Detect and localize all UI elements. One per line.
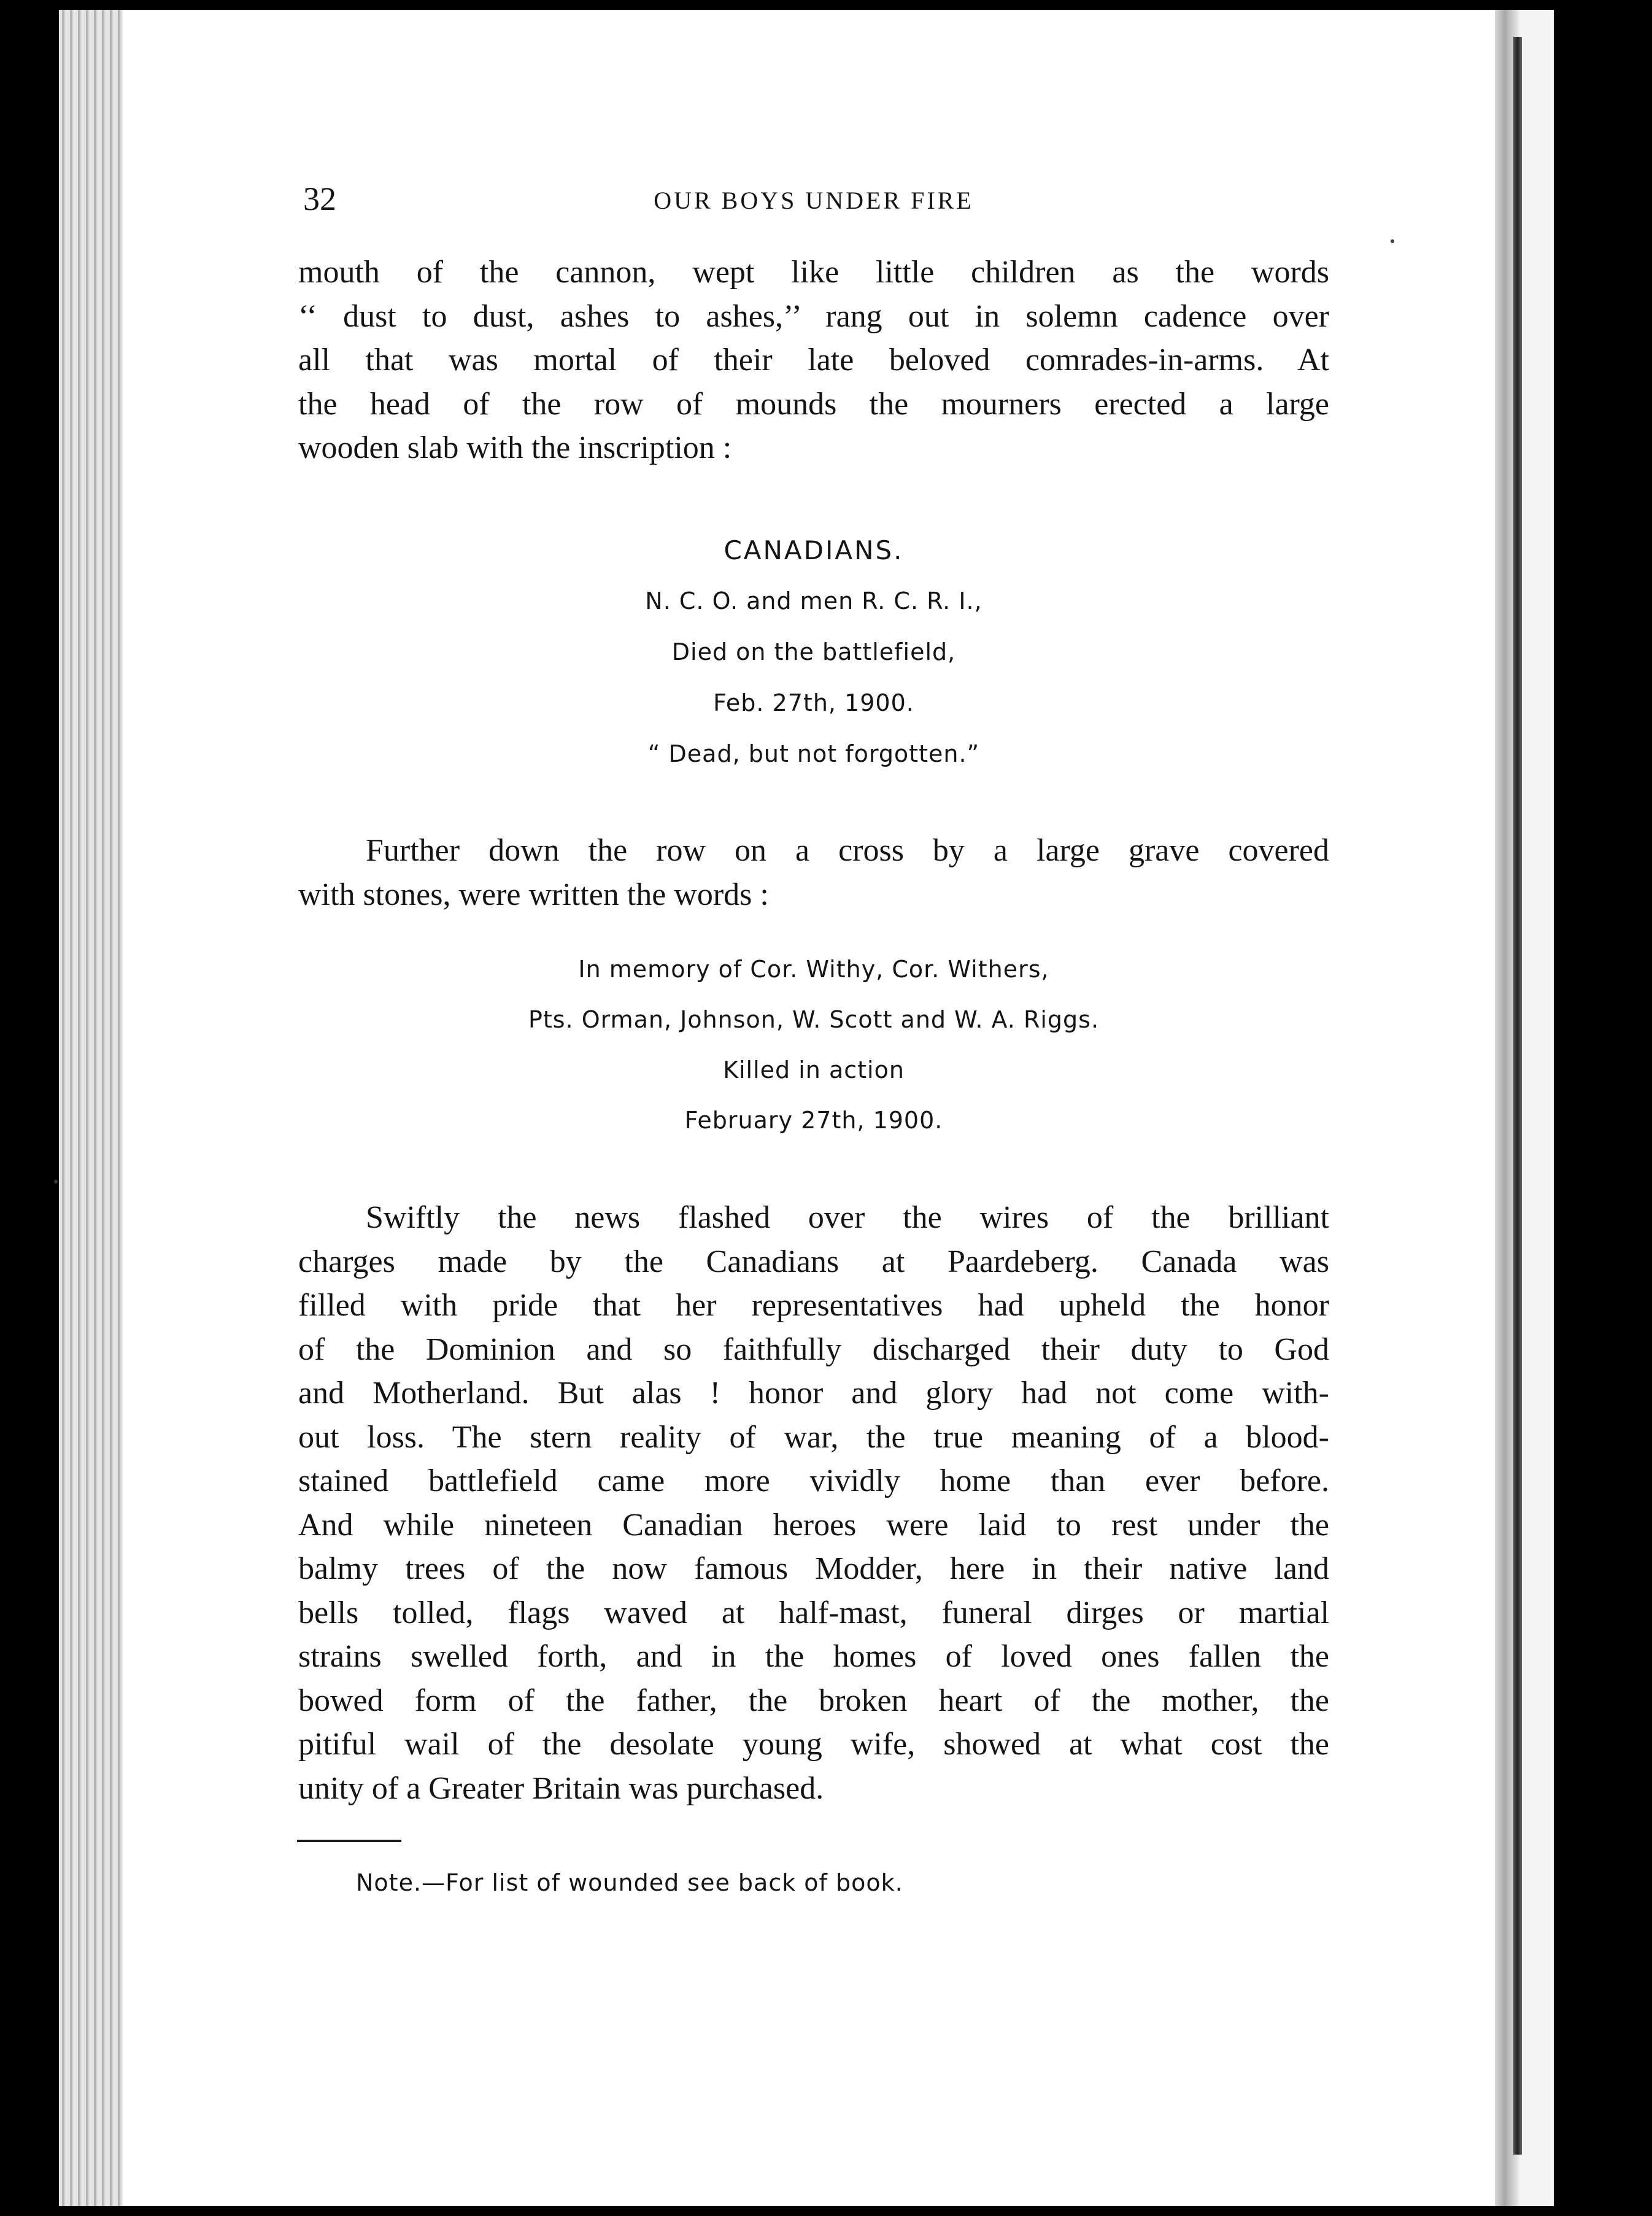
scan-speck <box>1391 239 1394 243</box>
text-line: wooden slab with the inscription : <box>298 430 732 465</box>
text-line: bells tolled, flags waved at half-mast, funeral dirges or martial <box>298 1595 1329 1630</box>
text-line: all that was mortal of their late beloved comrades-in-arms. At <box>298 343 1329 378</box>
inscription-line: N. C. O. and men R. C. R. I., <box>645 587 982 614</box>
text-line: Further down the row on a cross by a large grave covered <box>366 833 1329 868</box>
text-line: unity of a Greater Britain was purchased. <box>298 1770 824 1806</box>
text-line: filled with pride that her representatives had upheld the honor <box>298 1288 1329 1323</box>
page-number: 32 <box>303 180 336 217</box>
inscription-canadians <box>298 525 1329 780</box>
inscription-line: CANADIANS. <box>724 535 904 565</box>
footnote-rule <box>297 1840 401 1842</box>
text-line: bowed form of the father, the broken heart of the mother, the <box>298 1683 1329 1718</box>
running-head <box>298 175 1329 230</box>
scan-speck <box>54 1180 58 1184</box>
inscription-memorial <box>298 944 1329 1145</box>
text-line: the head of the row of mounds the mourners erected a large <box>298 386 1329 422</box>
inscription-line: In memory of Cor. Withy, Cor. Withers, <box>578 956 1049 983</box>
text-line: of the Dominion and so faithfully discharged their duty to God <box>298 1331 1329 1367</box>
text-line: strains swelled forth, and in the homes of loved ones fallen the <box>298 1639 1329 1674</box>
paragraph <box>298 829 1329 916</box>
text-line: charges made by the Canadians at Paardeberg. Canada was <box>298 1244 1329 1279</box>
paragraph <box>298 250 1329 470</box>
inscription-line: February 27th, 1900. <box>684 1107 943 1134</box>
binding-shadow <box>1513 37 1522 2155</box>
inscription-line: “ Dead, but not forgotten.” <box>647 740 980 767</box>
inscription-line: Killed in action <box>723 1056 905 1083</box>
text-line: And while nineteen Canadian heroes were laid to rest under the <box>298 1507 1329 1543</box>
inscription-line: Pts. Orman, Johnson, W. Scott and W. A. Riggs. <box>528 1006 1100 1033</box>
inscription-line: Died on the battlefield, <box>671 638 956 665</box>
text-line: with stones, were written the words : <box>298 877 769 912</box>
text-line: and Motherland. But alas ! honor and glory had not come with- <box>298 1376 1329 1411</box>
page-edge-right <box>1519 10 1554 2206</box>
footnote: Note.—For list of wounded see back of book. <box>356 1869 903 1896</box>
text-line: mouth of the cannon, wept like little children as the words <box>298 255 1329 290</box>
inscription-line: Feb. 27th, 1900. <box>713 689 914 716</box>
paragraph <box>298 1196 1329 1810</box>
text-line: Swiftly the news flashed over the wires of the brilliant <box>366 1200 1329 1235</box>
text-line: pitiful wail of the desolate young wife, showed at what cost the <box>298 1727 1329 1762</box>
text-line: stained battlefield came more vividly home than ever before. <box>298 1463 1329 1498</box>
text-line: balmy trees of the now famous Modder, here in their native land <box>298 1551 1329 1586</box>
running-title: OUR BOYS UNDER FIRE <box>654 187 974 214</box>
text-line: ‘‘ dust to dust, ashes to ashes,’’ rang out in solemn cadence over <box>298 298 1329 334</box>
text-line: out loss. The stern reality of war, the true meaning of a blood- <box>298 1419 1329 1455</box>
